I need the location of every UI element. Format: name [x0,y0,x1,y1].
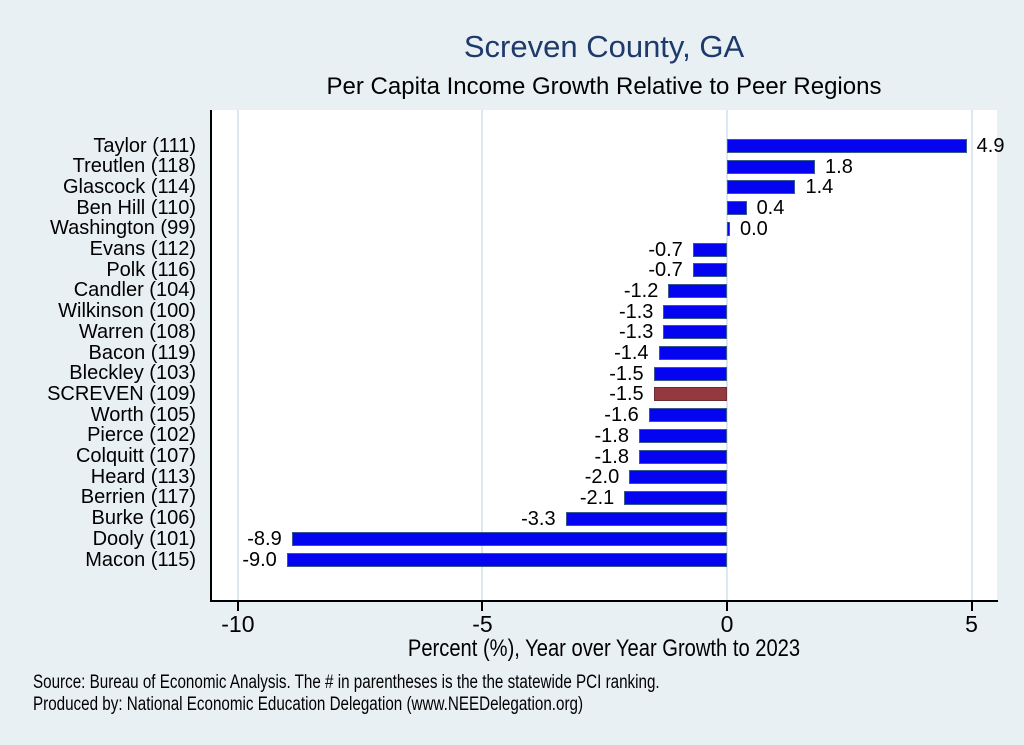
highlight-bar [654,387,727,401]
category-label: Polk (116) [106,258,196,281]
bar [629,470,727,484]
bar-value-label: -0.7 [648,238,683,261]
bar-value-label: -1.3 [618,300,654,323]
x-tick-label: -5 [472,611,493,637]
bar-value-label: -1.3 [618,321,654,344]
gridline [971,110,973,600]
chart-title: Screven County, GA [463,29,745,64]
category-label: Macon (115) [85,548,196,571]
bar-value-label: -1.5 [609,383,644,406]
category-label: Worth (105) [90,403,196,426]
category-label: Berrien (117) [80,486,196,509]
bar-value-label: -1.5 [609,362,644,385]
bar-value-label: -1.8 [594,445,629,468]
bar [727,180,795,194]
bar-value-label: -8.9 [247,528,282,551]
bar-value-label: -2.0 [584,466,620,489]
x-tick-mark [237,602,239,611]
caption [33,672,660,716]
bar-value-label: -1.6 [604,404,639,427]
category-label: Taylor (111) [93,134,196,157]
bar [663,305,727,319]
bar [727,201,747,215]
category-label: Treutlen (118) [72,155,196,178]
category-label: Glascock (114) [62,175,196,198]
category-label: Washington (99) [50,217,196,240]
bar [639,450,727,464]
category-label: Evans (112) [89,238,196,260]
category-label: Dooly (101) [92,527,196,550]
x-tick-label: 0 [720,611,734,637]
category-label: SCREVEN (109) [47,382,196,405]
bar-value-label: -0.7 [648,259,683,282]
category-label: Pierce (102) [87,424,196,447]
bar-value-label: 0.4 [756,197,785,220]
bar-value-label: -1.2 [623,279,659,302]
bar [566,512,727,526]
chart-subtitle: Per Capita Income Growth Relative to Peer Regions [326,73,882,100]
bar-value-label: -9.0 [242,549,277,571]
bar-value-label: 1.4 [805,176,834,199]
x-tick-mark [971,602,973,611]
source-line: Source: Bureau of Economic Analysis. The # in parentheses is the the statewide PCI ranking. [33,672,660,693]
bar [639,429,727,443]
category-label: Colquitt (107) [75,445,196,467]
bar [727,160,815,174]
bar [727,139,967,153]
bar [649,408,727,422]
produced-line: Produced by: National Economic Education Delegation (www.NEEDelegation.org) [33,694,584,715]
x-tick-mark [481,602,483,611]
bar-value-label: 4.9 [976,135,1005,157]
bar [287,553,727,567]
bar [693,243,727,257]
y-axis-line [210,110,212,602]
bar [668,284,727,298]
bar-value-label: 0.0 [740,217,768,240]
bar-value-label: -1.4 [614,342,649,364]
category-label: Heard (113) [90,465,196,488]
bar-value-label: -3.3 [521,507,556,530]
bar [659,346,727,360]
category-label: Wilkinson (100) [58,300,196,323]
x-tick-mark [726,602,728,611]
category-label: Burke (106) [91,507,196,530]
bar [663,325,727,339]
bar-value-label: 1.8 [825,155,853,178]
category-label: Bleckley (103) [69,362,196,385]
bar [693,263,727,277]
x-tick-label: -10 [221,611,255,637]
bar-value-label: -2.1 [579,486,615,509]
gridline [237,110,239,600]
bar [654,367,727,381]
bar [624,491,727,505]
bar [727,222,730,236]
bar-value-label: -1.8 [594,424,629,447]
category-label: Ben Hill (110) [76,196,196,219]
bar [292,532,727,546]
category-label: Warren (108) [78,320,196,343]
x-axis-title: Percent (%), Year over Year Growth to 2023 [407,635,801,662]
category-label: Candler (104) [73,279,196,302]
category-label: Bacon (119) [88,341,196,364]
gridline [481,110,483,600]
plot-area [211,110,1005,600]
x-axis-line [210,600,998,602]
x-tick-label: 5 [965,611,978,637]
